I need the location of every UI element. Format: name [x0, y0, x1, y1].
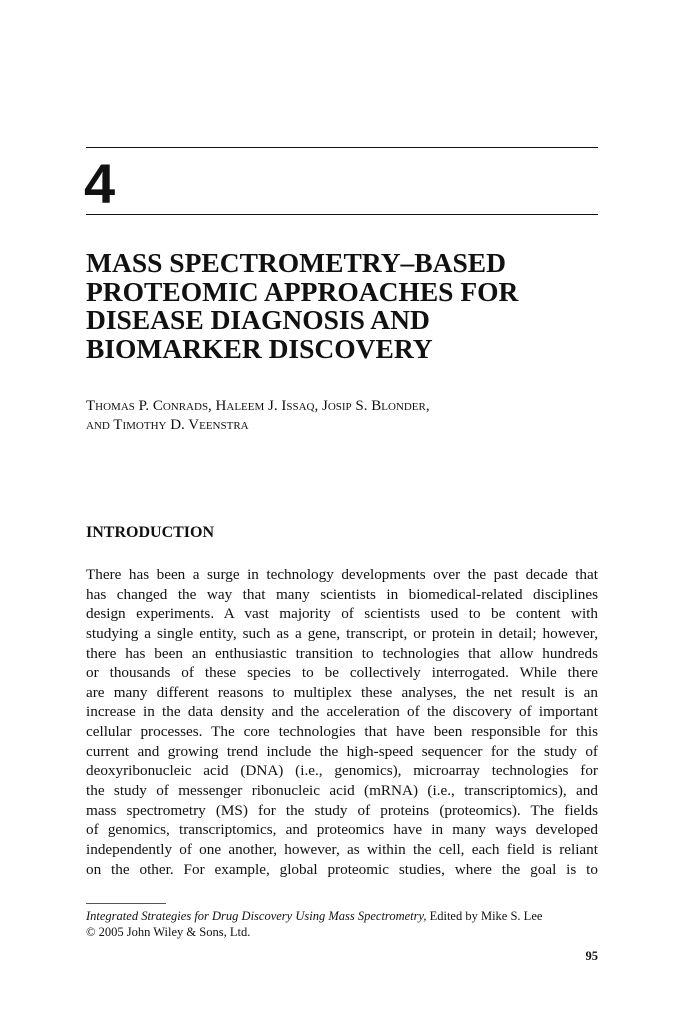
- paragraph-line: increase in the data density and the acceleration of the discovery of important: [86, 703, 598, 721]
- chapter-number: 4: [84, 152, 116, 215]
- paragraph-line: are many different reasons to multiplex these analyses, the net result is an: [86, 683, 598, 701]
- footnote-citation: [86, 908, 606, 924]
- paragraph-line: deoxyribonucleic acid (DNA) (i.e., genomics), microarray technologies for: [86, 762, 598, 780]
- paragraph-line: independently of one another, however, as within the cell, each field is reliant: [86, 840, 598, 858]
- paragraph-line: or thousands of these species to be collectively interrogated. While there: [86, 664, 598, 682]
- footnote-rule: [86, 903, 166, 904]
- paragraph-line: current and growing trend include the high-speed sequencer for the study of: [86, 742, 598, 760]
- footnote-copyright: © 2005 John Wiley & Sons, Ltd.: [86, 925, 251, 939]
- paragraph-line: of genomics, transcriptomics, and proteomics have in many ways developed: [86, 821, 598, 839]
- chapter-title: [86, 249, 606, 363]
- book-title: Integrated Strategies for Drug Discovery Using Mass Spectrometry,: [86, 909, 427, 923]
- chapter-authors: [86, 397, 598, 435]
- paragraph-line: design experiments. A vast majority of scientists used to be content with: [86, 605, 598, 623]
- chapter-title-line: PROTEOMIC APPROACHES FOR: [86, 275, 519, 307]
- body-paragraph: [86, 565, 598, 879]
- page-number: 95: [585, 949, 598, 963]
- chapter-top-rule: [86, 147, 598, 148]
- paragraph-line: the study of messenger ribonucleic acid (mRNA) (i.e., transcriptomics), and: [86, 782, 598, 800]
- chapter-title-line: BIOMARKER DISCOVERY: [86, 332, 433, 364]
- section-heading: INTRODUCTION: [86, 524, 215, 541]
- footnote: [86, 908, 606, 940]
- paragraph-line: There has been a surge in technology developments over the past decade that: [86, 566, 598, 583]
- paragraph-line: mass spectrometry (MS) for the study of proteins (proteomics). The fields: [86, 801, 598, 819]
- paragraph-line: there has been an enthusiastic transition to technologies that allow hundreds: [86, 644, 598, 662]
- chapter-title-line: DISEASE DIAGNOSIS AND: [86, 304, 430, 336]
- author-line: and Timothy D. Veenstra: [86, 417, 249, 433]
- chapter-bottom-rule: [86, 214, 598, 215]
- book-editor: Edited by Mike S. Lee: [426, 909, 543, 923]
- paragraph-line: studying a single entity, such as a gene, transcript, or protein in detail; however,: [86, 624, 598, 642]
- chapter-title-line: MASS SPECTROMETRY–BASED: [86, 247, 507, 278]
- author-line: Thomas P. Conrads, Haleem J. Issaq, Josip S. Blonder,: [86, 398, 430, 414]
- paragraph-line: cellular processes. The core technologies that have been responsible for this: [86, 723, 598, 741]
- paragraph-line: has changed the way that many scientists in biomedical-related disciplines: [86, 585, 598, 603]
- paragraph-line: on the other. For example, global proteomic studies, where the goal is to: [86, 860, 598, 878]
